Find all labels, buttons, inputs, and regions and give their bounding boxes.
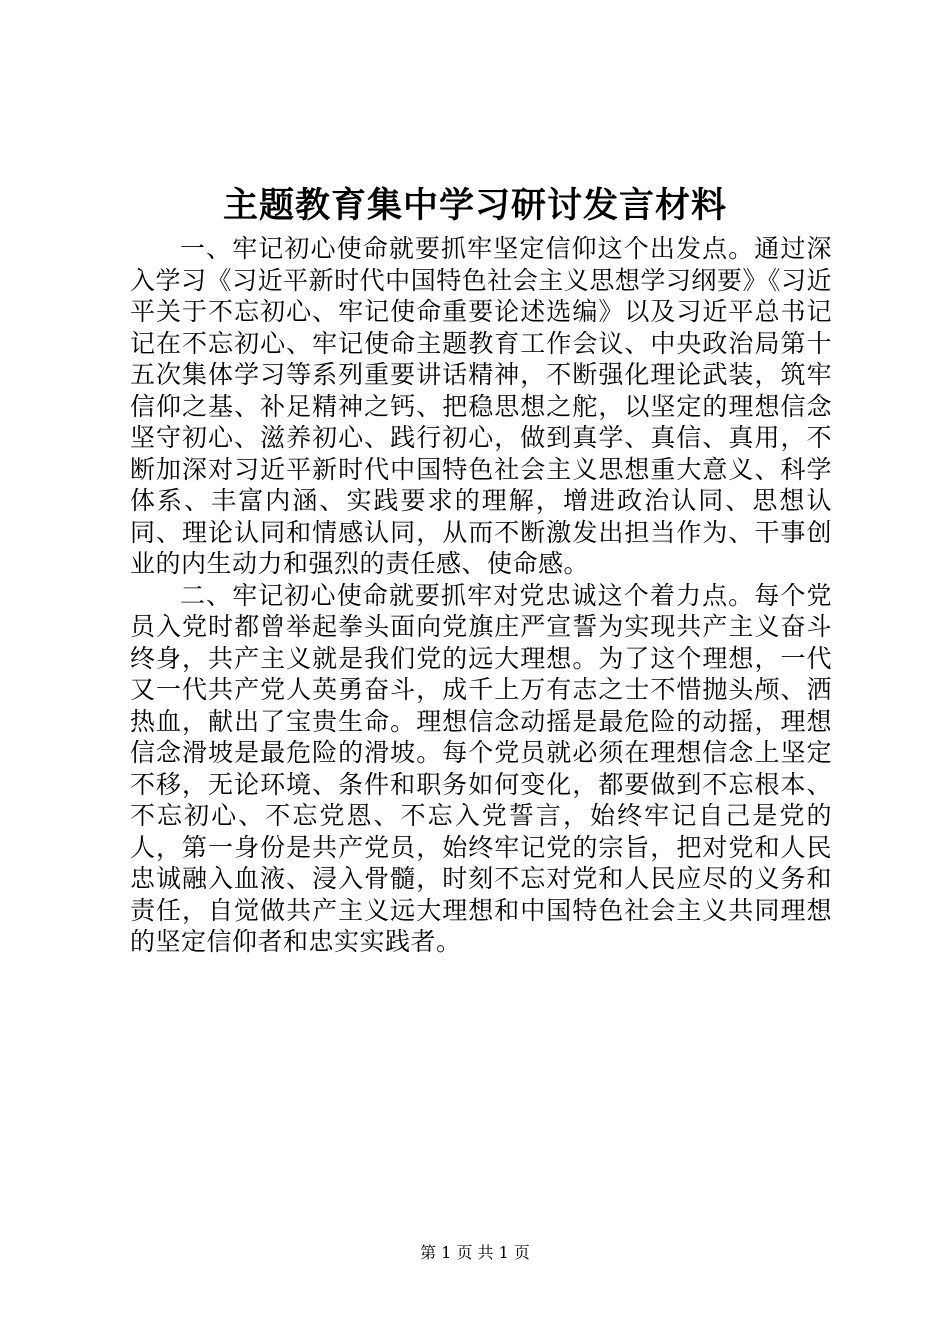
page-number-footer: 第 1 页 共 1 页 bbox=[420, 1243, 530, 1262]
document-body bbox=[130, 233, 832, 958]
paragraph-2: 二、牢记初心使命就要抓牢对党忠诚这个着力点。每个党员入党时都曾举起拳头面向党旗庄严宣誓为实现共产主义奋斗终身，共产主义就是我们党的远大理想。为了这个理想，一代又一代共产党人英勇奋斗，成千上万有志之士不惜抛头颅、洒热血，献出了宝贵生命。理想信念动摇是最危险的动摇，理想信念滑坡是最危险的滑坡。每个党员就必须在理想信念上坚定不移，无论环境、条件和职务如何变化，都要做到不忘根本、不忘初心、不忘党恩、不忘入党誓言，始终牢记自己是党的人，第一身份是共产党员，始终牢记党的宗旨，把对党和人民忠诚融入血液、浸入骨髓，时刻不忘对党和人民应尽的义务和责任，自觉做共产主义远大理想和中国特色社会主义共同理想的坚定信仰者和忠实实践者。 bbox=[130, 580, 832, 956]
paragraph-1: 一、牢记初心使命就要抓牢坚定信仰这个出发点。通过深入学习《习近平新时代中国特色社会主义思想学习纲要》《习近平关于不忘初心、牢记使命重要论述选编》以及习近平总书记记在不忘初心、牢记使命主题教育工作会议、中央政治局第十五次集体学习等系列重要讲话精神，不断强化理论武装，筑牢信仰之基、补足精神之钙、把稳思想之舵，以坚定的理想信念坚守初心、滋养初心、践行初心，做到真学、真信、真用，不断加深对习近平新时代中国特色社会主义思想重大意义、科学体系、丰富内涵、实践要求的理解，增进政治认同、思想认同、理论认同和情感认同，从而不断激发出担当作为、干事创业的内生动力和强烈的责任感、使命感。 bbox=[130, 234, 832, 578]
document-title: 主题教育集中学习研讨发言材料 bbox=[222, 185, 727, 226]
